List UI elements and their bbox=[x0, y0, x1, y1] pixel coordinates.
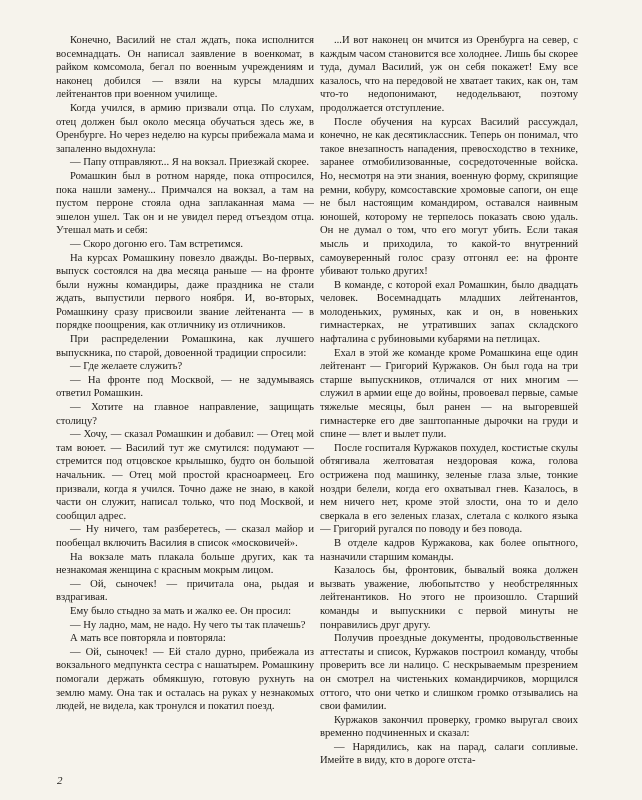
paragraph: — Нарядились, как на парад, салаги сопливые. Имейте в виду, кто в дороге отста- bbox=[320, 741, 578, 767]
paragraph: — Папу отправляют... Я на вокзал. Приезжай скорее. bbox=[70, 157, 310, 169]
paragraph: На вокзале мать плакала больше других, как та незнакомая женщина с красным мокрым лицом. bbox=[56, 551, 314, 577]
paragraph: — Хочу, — сказал Ромашкин и добавил: — Отец мой там воюет. — Василий тут же смутился: подумают — стремится под отцовское крылышко, будто он большой начальник. — Отец мой простой красноармеец. Его призвали, когда я учился. Точно даже не знаю, в какой части он служит, написал только, что под Москвой, и сообщил адрес. bbox=[56, 429, 314, 522]
paragraph: Куржаков закончил проверку, громко выругал своих временно подчиненных и сказал: bbox=[320, 714, 578, 740]
paragraph: — На фронте под Москвой, — не задумываясь ответил Ромашкин. bbox=[56, 374, 314, 400]
page-number: 2 bbox=[57, 775, 63, 787]
paragraph: — Ой, сыночек! — причитала она, рыдая и вздрагивая. bbox=[56, 578, 314, 604]
paragraph: — Ну ничего, там разберетесь, — сказал майор и пообещал включить Василия в список «московичей». bbox=[56, 524, 314, 549]
paragraph: Ему было стыдно за мать и жалко ее. Он просил: bbox=[70, 605, 292, 617]
paragraph: — Скоро догоню его. Там встретимся. bbox=[70, 238, 244, 250]
paragraph: — Ну ладно, мам, не надо. Ну чего ты так плачешь? bbox=[70, 619, 306, 631]
paragraph: — Хотите на главное направление, защищать столицу? bbox=[56, 402, 314, 427]
paragraph: Получив проездные документы, продовольственные аттестаты и список, Куржаков построил команду, чтобы проверить все ли налицо. С нескрываемым презрением он смотрел на чистеньких командирчиков, морщился оттого, что они четко и слишком громко отзывались на свои фамилии. bbox=[320, 633, 578, 713]
paragraph: После госпиталя Куржаков похудел, костистые скулы обтягивала желтоватая нездоровая кожа, голова острижена под машинку, зеленые глаза злые, тонкие ноздри белели, когда его охватывал гнев. Казалось, в нем ничего нет, кроме этой злости, она то и дело сверкала в его зеленых глазах, слетала с колкого языка — Григорий ругался по поводу и без повода. bbox=[320, 442, 578, 536]
paragraph: После обучения на курсах Василий рассуждал, конечно, не как десятиклассник. Теперь он понимал, что такое внезапность нападения, превосходство в технике, заранее отмобилизованные, сосредоточенные войска. Но, несмотря на эти знания, военную форму, скрипящие ремни, кобуру, комсоставские хромовые сапоги, он еще не был настоящим командиром, оставался наивным юношей, которому не терпелось показать свою удаль. Он не думал о том, что его могут убить. Если такая мысль и приходила, то какой-то внутренний самоуверенный голос сразу отгонял ее: на фронте убивают только других! bbox=[320, 116, 578, 278]
paragraph: — Ой, сыночек! — Ей стало дурно, прибежала из вокзального медпункта сестра с нашатырем. Ромашкину помогали держать обмякшую, готовую рухнуть на землю маму. Она так и осталась на руках у незнакомых людей, не видела, как тронулся и покатил поезд. bbox=[56, 646, 314, 713]
left-text-column bbox=[56, 34, 314, 786]
paragraph: В команде, с которой ехал Ромашкин, было двадцать человек. Восемнадцать младших лейтенантов, молоденьких, румяных, как и он, в новеньких гимнастерках, не утративших запах складского нафталина с рубиновыми кубарями на петлицах. bbox=[320, 279, 578, 346]
paragraph: На курсах Ромашкину повезло дважды. Во-первых, выпуск состоялся на два месяца раньше — на фронте были нужны командиры, даже праздника не стали ждать, выпустили первого ноября. И, во-вторых, Ромашкину сразу присвоили звание лейтенанта — в порядке поощрения, как отличнику из отличников. bbox=[56, 252, 314, 332]
paragraph: Ромашкин был в ротном наряде, пока отпросился, пока нашли замену... Примчался на вокзал, а там на пустом перроне стояла одна заплаканная мама — эшелон ушел. Так он и не увидел перед отъездом отца. Утешал мать и себя: bbox=[56, 170, 314, 237]
right-text-column bbox=[320, 34, 578, 786]
paragraph: Ехал в этой же команде кроме Ромашкина еще один лейтенант — Григорий Куржаков. Он был года на три старше выпускников, отличался от них многим — служил в армии еще до войны, провоевал первые, самые тяжелые месяцы, был ранен — на выгоревшей гимнастерке его две заштопанные дырочки на груди и спине — влет и вылет пули. bbox=[320, 347, 578, 441]
paragraph: А мать все повторяла и повторяла: bbox=[70, 633, 226, 645]
paragraph: В отделе кадров Куржакова, как более опытного, назначили старшим команды. bbox=[320, 537, 578, 563]
paragraph: Казалось бы, фронтовик, бывалый вояка должен вызвать уважение, любопытство у необстрелянных лейтенантиков. Но этого не произошло. Старший команды и выпускники с первой минуты не понравились друг другу. bbox=[320, 565, 578, 631]
paragraph: Конечно, Василий не стал ждать, пока исполнится восемнадцать. Он написал заявление в военкомат, в райком комсомола, бегал по военным учреждениям и наконец добился — взяли на курсы младших лейтенантов при военном училище. bbox=[56, 35, 314, 101]
paragraph: ...И вот наконец он мчится из Оренбурга на север, с каждым часом становится все холоднее. Лишь бы скорее туда, думал Василий, уж он себя покажет! Ему все казалось, что на передовой не хватает таких, как он, там что-то недопонимают, недодельвают, поэтому продолжается отступление. bbox=[320, 35, 578, 114]
paragraph: При распределении Ромашкина, как лучшего выпускника, по старой, довоенной традиции спросили: bbox=[56, 334, 314, 359]
paragraph: Когда учился, в армию призвали отца. По слухам, отец должен был около месяца обучаться здесь же, в Оренбурге. Но через неделю на курсы прибежала мама и запаленно выдохнула: bbox=[56, 102, 314, 155]
paragraph: — Где желаете служить? bbox=[70, 361, 183, 373]
